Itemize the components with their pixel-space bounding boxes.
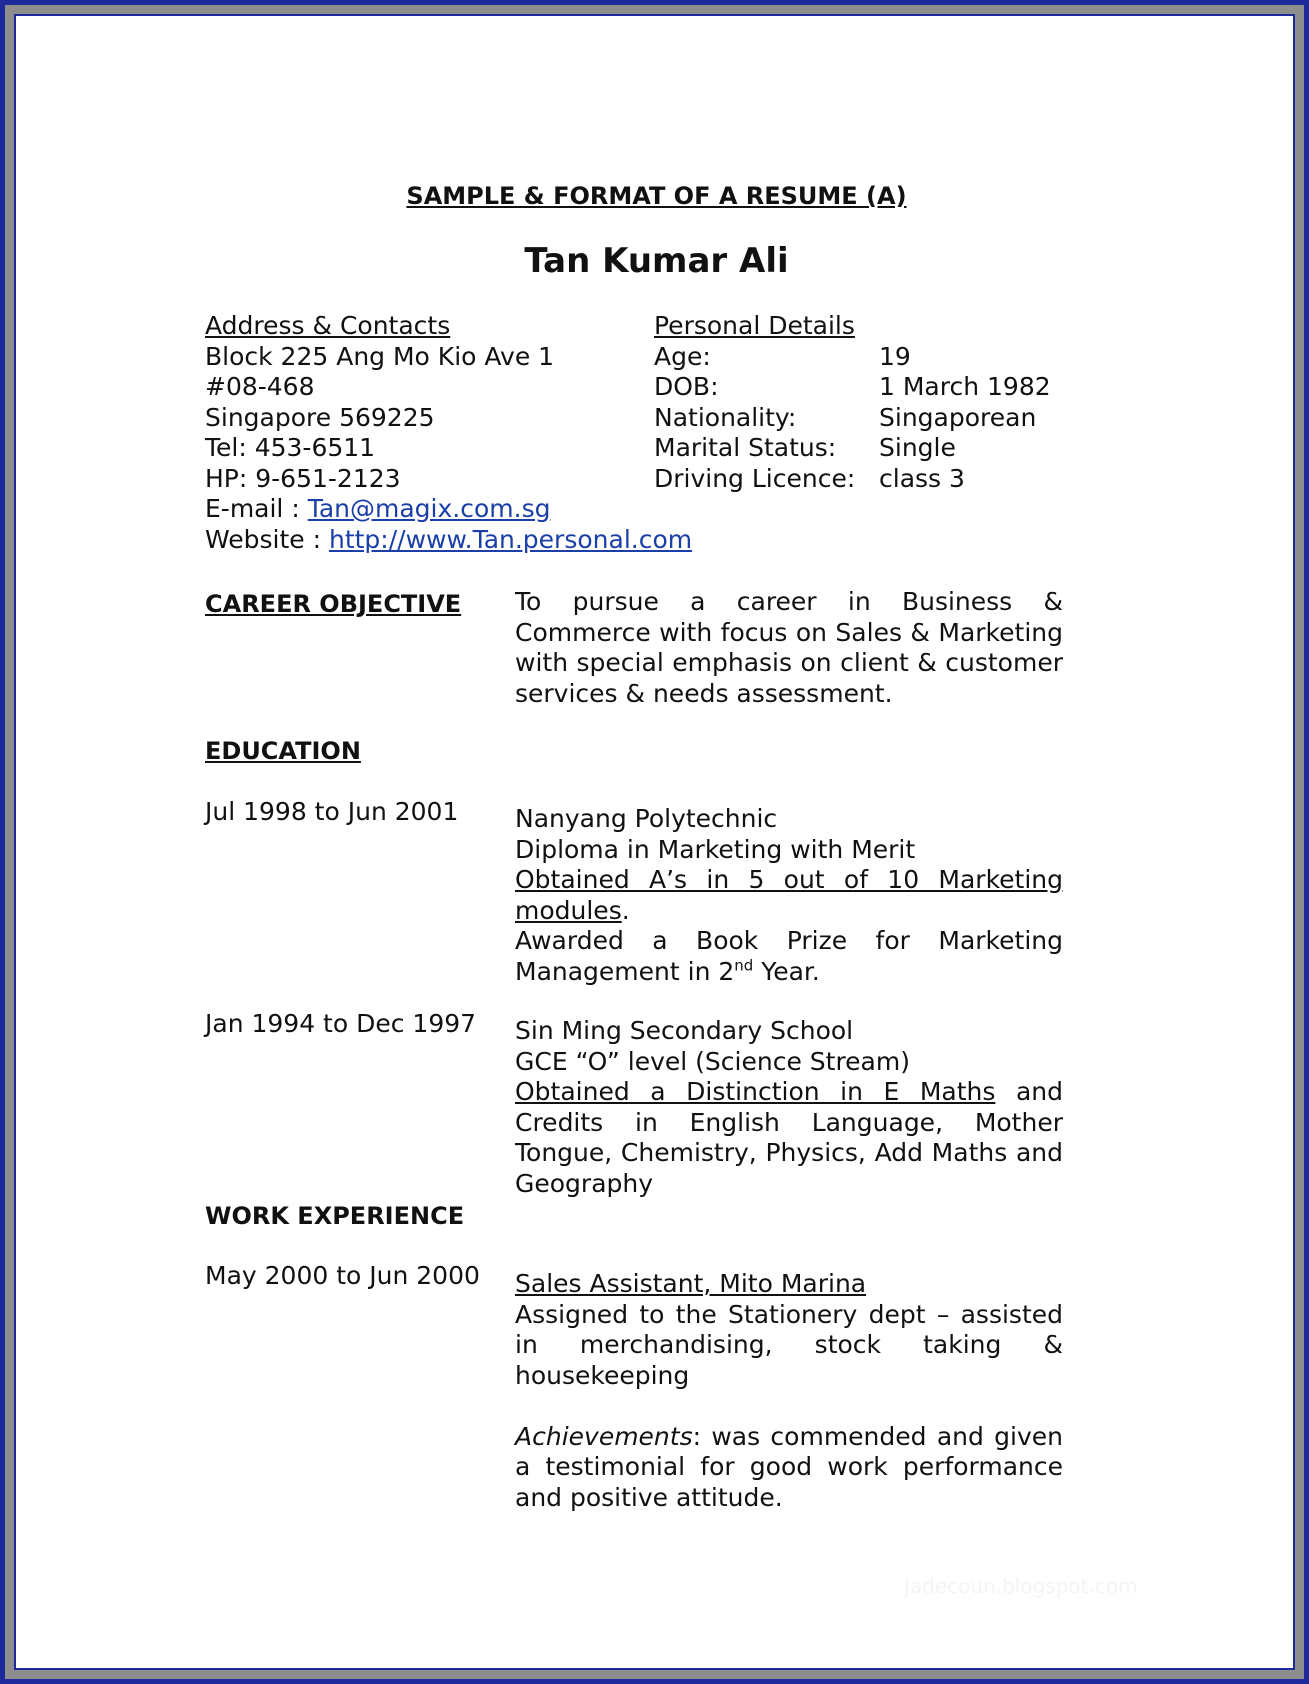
nationality-value: Singaporean — [879, 402, 1037, 432]
candidate-name: Tan Kumar Ali — [524, 241, 789, 281]
career-objective-text — [515, 587, 1063, 709]
website-row — [205, 525, 692, 556]
marital-label: Marital Status: — [654, 433, 837, 462]
school-2: Sin Ming Secondary School — [515, 1016, 854, 1045]
work-experience-heading: WORK EXPERIENCE — [205, 1202, 465, 1230]
education-heading: EDUCATION — [205, 737, 361, 765]
age-label: Age: — [654, 341, 711, 371]
personal-details-section — [654, 311, 1074, 491]
website-link[interactable]: http://www.Tan.personal.com — [328, 524, 693, 554]
education-entry-1 — [515, 804, 1063, 987]
personal-row-licence — [654, 464, 1074, 495]
achievements-text: : was commended and given a testimonial for good work performance and positive attitude. — [515, 1421, 1063, 1512]
document-title: SAMPLE & FORMAT OF A RESUME (A) — [406, 182, 907, 210]
work-entry — [515, 1269, 1063, 1513]
dob-label: DOB: — [654, 372, 719, 401]
achievement-1-underlined: Obtained A’s in 5 out of 10 Marketing modules — [515, 865, 1063, 925]
address-line-3: Singapore 569225 — [205, 402, 435, 432]
hp-number: HP: 9-651-2123 — [205, 463, 401, 493]
achievement-2 — [515, 1077, 1063, 1199]
personal-row-marital — [654, 433, 1074, 464]
qualification-2: GCE “O” level (Science Stream) — [515, 1046, 910, 1076]
career-text: To pursue a career in Business & Commerce with focus on Sales & Marketing with special emphasis on client & customer services & needs assessment. — [515, 587, 1063, 708]
personal-row-age — [654, 342, 1074, 373]
resume-page — [14, 14, 1295, 1670]
work-title: Sales Assistant, Mito Marina — [515, 1269, 867, 1298]
email-label: E-mail : — [205, 494, 308, 523]
tel-number: Tel: 453-6511 — [205, 433, 376, 462]
qualification-1: Diploma in Marketing with Merit — [515, 834, 916, 864]
achievement-2-underlined: Obtained a Distinction in E Maths — [515, 1077, 996, 1106]
award-1 — [515, 926, 1063, 987]
award-1-post: Year. — [753, 956, 820, 986]
address-heading: Address & Contacts — [205, 311, 451, 340]
work-period: May 2000 to Jun 2000 — [205, 1261, 480, 1290]
personal-heading: Personal Details — [654, 311, 855, 340]
education-period-1: Jul 1998 to Jun 2001 — [205, 797, 459, 826]
achievements-label: Achievements — [515, 1421, 693, 1451]
award-1-pre: Awarded a Book Prize for Marketing Management in 2 — [515, 926, 1063, 986]
address-line-1: Block 225 Ang Mo Kio Ave 1 — [205, 341, 555, 371]
dob-value: 1 March 1982 — [879, 372, 1051, 401]
award-1-sup: nd — [734, 956, 754, 975]
email-row — [205, 494, 692, 525]
address-line-2: #08-468 — [205, 372, 315, 401]
licence-label: Driving Licence: — [654, 463, 856, 493]
address-contacts-section — [205, 311, 692, 555]
achievement-1-end: . — [621, 895, 630, 925]
work-description: Assigned to the Stationery dept – assisted in merchandising, stock taking & housekeeping — [515, 1299, 1063, 1390]
education-period-2: Jan 1994 to Dec 1997 — [205, 1009, 477, 1038]
watermark: Jadecoun.blogspot.com — [904, 1574, 1138, 1598]
website-label: Website : — [205, 524, 329, 554]
personal-row-nationality — [654, 403, 1074, 434]
licence-value: class 3 — [879, 463, 965, 493]
marital-value: Single — [879, 433, 956, 462]
work-achievements — [515, 1422, 1063, 1514]
personal-row-dob — [654, 372, 1074, 403]
education-entry-2 — [515, 1016, 1063, 1199]
achievement-2-rest: and Credits in English Language, Mother Tongue, Chemistry, Physics, Add Maths and Geography — [515, 1077, 1063, 1198]
school-1: Nanyang Polytechnic — [515, 804, 778, 833]
achievement-1 — [515, 865, 1063, 926]
nationality-label: Nationality: — [654, 402, 797, 432]
age-value: 19 — [879, 341, 911, 371]
career-objective-heading: CAREER OBJECTIVE — [205, 590, 462, 618]
email-link[interactable]: Tan@magix.com.sg — [307, 494, 551, 523]
